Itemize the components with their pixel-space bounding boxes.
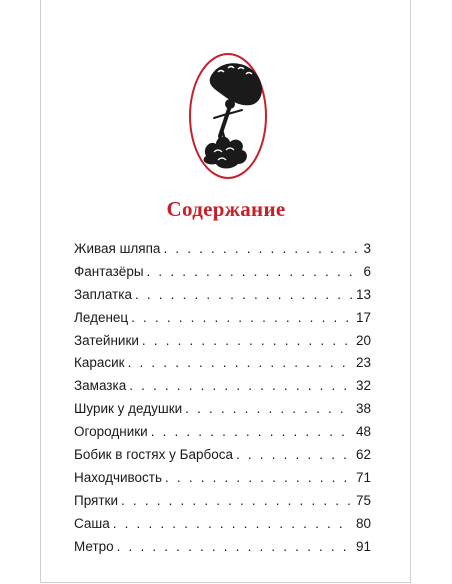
toc-entry [74,355,371,378]
table-of-contents [74,241,371,561]
toc-dot-leader [151,424,352,439]
toc-dot-leader [128,355,352,370]
toc-dot-leader [131,310,352,325]
toc-entry-title: Шурик у дедушки [74,401,183,417]
toc-entry-title: Фантазёры [74,263,144,279]
toc-entry [74,264,371,287]
toc-entry-title: Карасик [74,355,125,371]
toc-dot-leader [142,333,352,348]
page-title: Содержание [166,197,286,221]
toc-dot-leader [135,287,352,302]
toc-dot-leader [165,470,352,485]
boy-flying-with-hat-icon [188,52,268,180]
toc-dot-leader [163,241,359,256]
toc-entry-page: 20 [355,332,371,348]
toc-entry [74,241,371,264]
toc-entry [74,493,371,516]
toc-entry-page: 32 [355,378,371,394]
toc-entry-page: 80 [355,515,371,531]
toc-dot-leader [236,447,352,462]
toc-entry-title: Леденец [74,309,129,325]
toc-entry [74,378,371,401]
toc-entry-title: Огородники [74,424,148,440]
toc-entry-page: 71 [355,469,371,485]
toc-entry-page: 17 [355,309,371,325]
toc-entry-title: Находчивость [74,469,163,485]
toc-entry-title: Саша [74,515,110,531]
toc-entry [74,333,371,356]
toc-entry-page: 91 [355,538,371,554]
toc-entry [74,424,371,447]
toc-dot-leader [117,539,352,554]
chapter-illustration [188,52,268,180]
toc-entry-title: Бобик в гостях у Барбоса [74,447,233,463]
toc-entry [74,539,371,562]
toc-entry-title: Заплатка [74,286,132,302]
toc-entry-page: 38 [355,401,371,417]
toc-entry-title: Затейники [74,332,139,348]
toc-entry-page: 48 [355,424,371,440]
toc-entry-title: Живая шляпа [74,241,161,256]
toc-entry-page: 23 [355,355,371,371]
toc-entry-page: 3 [363,241,371,256]
toc-dot-leader [121,493,352,508]
toc-entry [74,401,371,424]
toc-entry [74,310,371,333]
toc-entry-page: 13 [355,286,371,302]
toc-entry-page: 75 [355,492,371,508]
toc-dot-leader [113,516,352,531]
toc-entry [74,287,371,310]
toc-entry [74,516,371,539]
toc-dot-leader [147,264,360,279]
toc-entry-page: 62 [355,447,371,463]
toc-dot-leader [129,378,352,393]
toc-entry-title: Прятки [74,492,119,508]
toc-entry [74,447,371,470]
toc-entry-title: Замазка [74,378,127,394]
toc-entry [74,470,371,493]
toc-entry-page: 6 [363,263,371,279]
toc-entry-title: Метро [74,538,114,554]
toc-dot-leader [185,401,352,416]
